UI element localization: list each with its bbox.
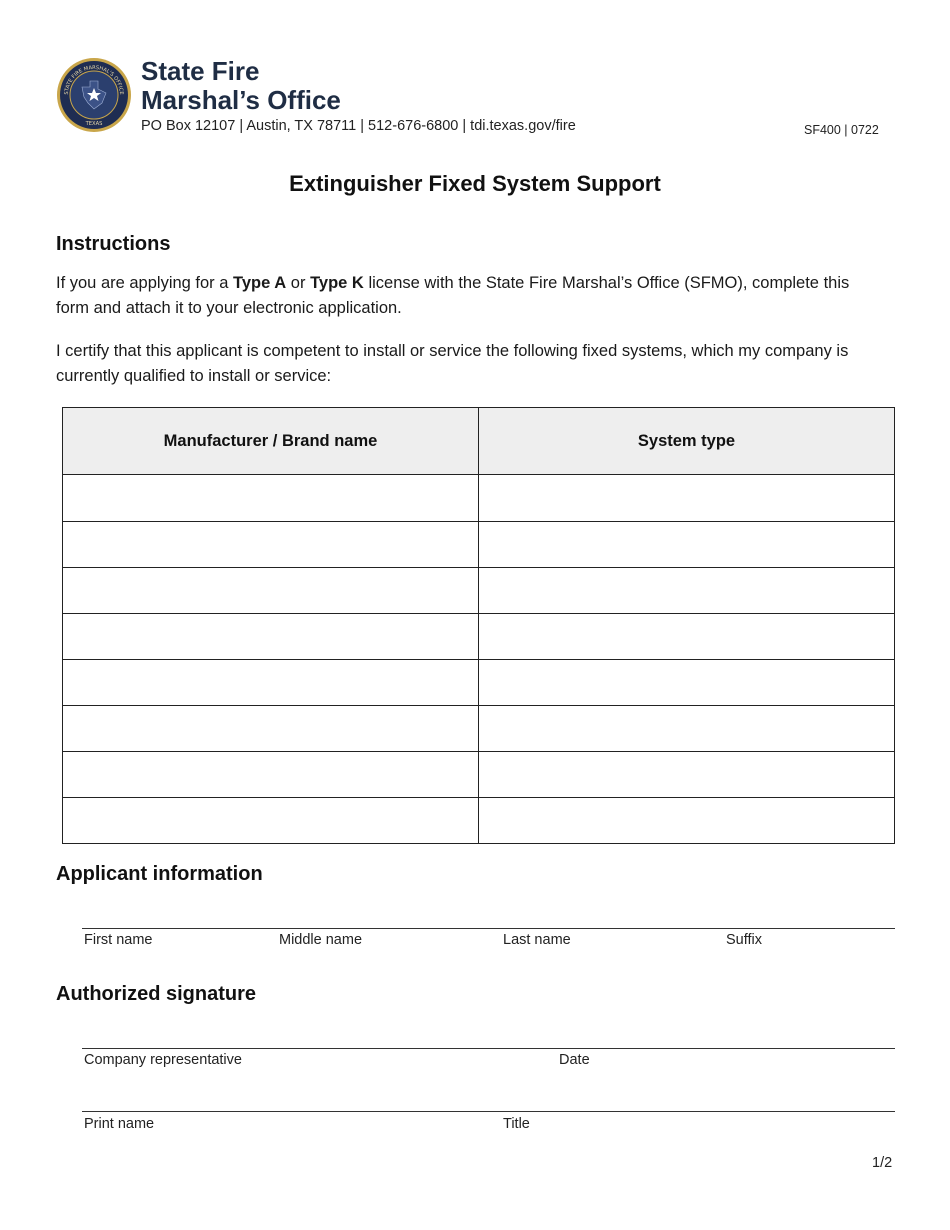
applicant-heading: Applicant information (56, 863, 263, 885)
suffix-label: Suffix (726, 932, 763, 948)
type-k-label: Type K (310, 274, 364, 292)
table-row (63, 522, 895, 568)
manufacturer-cell[interactable] (63, 475, 479, 522)
system-type-cell[interactable] (479, 752, 895, 798)
page-number: 1/2 (872, 1155, 893, 1171)
org-name-line1: State Fire (141, 56, 260, 86)
company-representative-label: Company representative (84, 1052, 242, 1068)
manufacturer-cell[interactable] (63, 522, 479, 568)
title-label: Title (503, 1116, 530, 1132)
table-row (63, 798, 895, 844)
signature-line[interactable] (82, 1048, 895, 1049)
manufacturer-column-header: Manufacturer / Brand name (63, 408, 479, 475)
table-row (63, 706, 895, 752)
table-row (63, 475, 895, 522)
table-row (63, 752, 895, 798)
first-name-label: First name (84, 932, 153, 948)
certification-paragraph: I certify that this applicant is competent to install or service the following fixed systems, which my company is currently qualified to install or service: (56, 342, 849, 385)
manufacturer-cell[interactable] (63, 568, 479, 614)
signature-heading: Authorized signature (56, 983, 257, 1005)
table-header-row (63, 408, 895, 475)
system-type-cell[interactable] (479, 798, 895, 844)
table-row (63, 660, 895, 706)
system-type-cell[interactable] (479, 568, 895, 614)
table-row (63, 568, 895, 614)
org-contact-address: PO Box 12107 | Austin, TX 78711 | 512-676-6800 | tdi.texas.gov/fire (141, 118, 576, 134)
system-type-column-header: System type (479, 408, 895, 475)
print-name-line[interactable] (82, 1111, 895, 1112)
system-type-cell[interactable] (479, 475, 895, 522)
date-label: Date (559, 1052, 590, 1068)
manufacturer-cell[interactable] (63, 798, 479, 844)
org-name-line2: Marshal’s Office (141, 85, 341, 115)
table-row (63, 614, 895, 660)
instructions-heading: Instructions (56, 233, 171, 255)
form-title: Extinguisher Fixed System Support (289, 171, 661, 196)
svg-text:TEXAS: TEXAS (85, 121, 103, 127)
print-name-label: Print name (84, 1116, 155, 1132)
manufacturer-cell[interactable] (63, 614, 479, 660)
applicant-name-line[interactable] (82, 928, 895, 929)
svg-text:STATE FIRE MARSHAL'S OFFICE: STATE FIRE MARSHAL'S OFFICE (63, 64, 125, 95)
middle-name-label: Middle name (279, 932, 363, 948)
sfmo-seal-logo (56, 57, 132, 133)
system-type-cell[interactable] (479, 660, 895, 706)
manufacturer-cell[interactable] (63, 752, 479, 798)
system-type-cell[interactable] (479, 522, 895, 568)
form-number: SF400 | 0722 (804, 123, 879, 137)
system-type-cell[interactable] (479, 706, 895, 752)
type-a-label: Type A (233, 274, 287, 292)
last-name-label: Last name (503, 932, 571, 948)
manufacturer-cell[interactable] (63, 660, 479, 706)
manufacturer-cell[interactable] (63, 706, 479, 752)
system-type-cell[interactable] (479, 614, 895, 660)
fixed-systems-table (62, 407, 895, 844)
instructions-paragraph: If you are applying for a Type A or Type K license with the State Fire Marshal’s Office (SFMO), complete this form and attach it to your electronic application. (56, 274, 850, 317)
